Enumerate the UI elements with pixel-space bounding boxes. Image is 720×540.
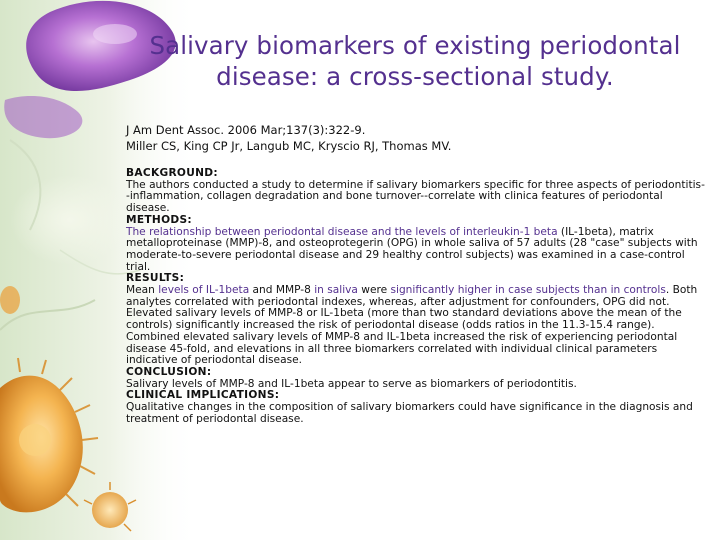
results-text-2: and MMP-8 xyxy=(249,284,315,297)
citation xyxy=(126,122,451,154)
implications-heading: CLINICAL IMPLICATIONS: xyxy=(126,389,280,402)
results-highlight-2: in saliva xyxy=(314,284,358,297)
background-heading: BACKGROUND: xyxy=(126,167,218,179)
methods-highlight: The relationship between periodontal disease and the levels of interleukin-1 beta xyxy=(126,225,558,238)
implications-text: Qualitative changes in the composition of salivary biomarkers could have significance in the diagnosis and treatment of periodontal disease. xyxy=(126,401,693,425)
slide-title xyxy=(120,30,710,92)
methods-text: (IL-1beta), matrix metalloproteinase (MMP)-8, and osteoprotegerin (OPG) in whole saliva of 57 adults (28 "case" subjects with moderate-to-severe periodontal disease and 29 healthy control subjects) was examined in a case-control trial. xyxy=(126,225,698,273)
background-text: The authors conducted a study to determine if salivary biomarkers specific for three aspects of periodontitis--inflammation, collagen degradation and bone turnover--correlate with clinica features of periodontal disease. xyxy=(126,178,705,215)
results-paragraph xyxy=(126,285,706,367)
conclusion-heading: CONCLUSION: xyxy=(126,365,212,378)
title-line-2: disease: a cross-sectional study. xyxy=(216,62,614,91)
results-highlight-1: levels of IL-1beta xyxy=(158,284,250,297)
author-list: Miller CS, King CP Jr, Langub MC, Kryscio RJ, Thomas MV. xyxy=(126,139,452,153)
title-line-1: Salivary biomarkers of existing periodontal xyxy=(149,31,681,60)
results-text-4: . Both analytes correlated with periodontal indexes, whereas, after adjustment for confounders, OPG did not. Elevated salivary levels of MMP-8 or IL-1beta (more than two standard deviations above the mean of the controls) significantly increased the risk of periodontal disease (odds ratios in the 11.3-15.4 range). Combined elevated salivary levels of MMP-8 and IL-1beta increased the risk of experiencing periodontal disease 45-fold, and elevations in all three biomarkers correlated with individual clinical parameters indicative of periodontal disease. xyxy=(126,284,698,367)
journal-reference: J Am Dent Assoc. 2006 Mar;137(3):322-9. xyxy=(126,123,366,137)
methods-heading: METHODS: xyxy=(126,213,192,226)
results-text-1: Mean xyxy=(126,284,159,297)
abstract-body xyxy=(126,168,706,425)
results-heading: RESULTS: xyxy=(126,272,185,285)
results-highlight-3: significantly higher in case subjects than in controls xyxy=(390,284,666,297)
methods-paragraph xyxy=(126,227,706,274)
conclusion-text: Salivary levels of MMP-8 and IL-1beta appear to serve as biomarkers of periodontitis. xyxy=(126,377,577,390)
results-text-3: were xyxy=(357,284,391,297)
